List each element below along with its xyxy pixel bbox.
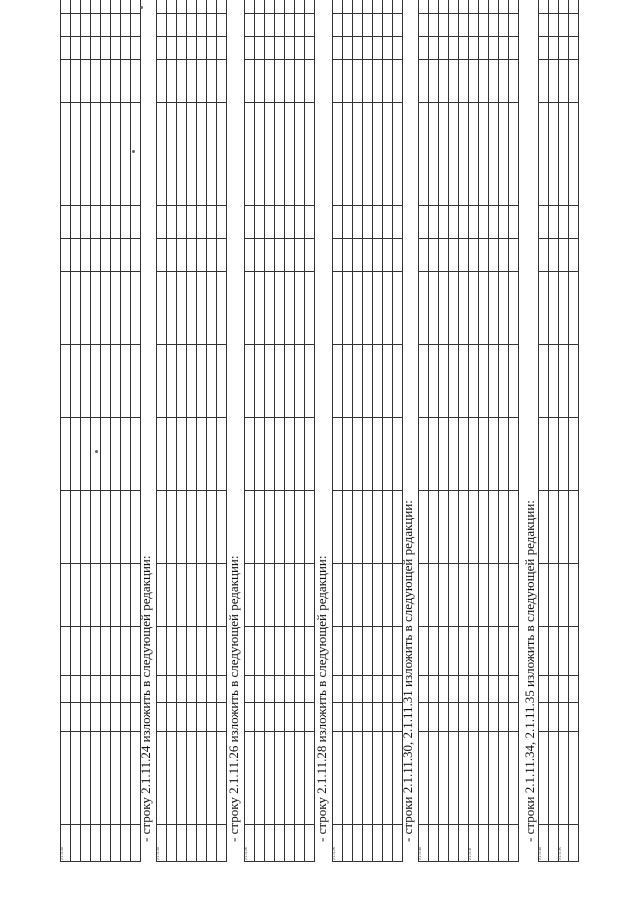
amendment-table: 2.1.11.26: [244, 0, 315, 862]
amendment-heading-2: - строку 2.1.11.26 изложить в следующей редакции:: [226, 555, 241, 842]
scan-speck: [140, 6, 143, 9]
amendment-table: 2.1.11.34 2.1.11.35: [538, 0, 579, 862]
amendment-table: 2.1.11.24: [156, 0, 227, 862]
rotated-document: [60, 42, 580, 862]
amendment-table: 2.1.11.30 2.1.11.31: [418, 0, 519, 862]
amendment-heading-1: - строку 2.1.11.24 изложить в следующей редакции:: [138, 555, 153, 842]
amendment-heading-3: - строку 2.1.11.28 изложить в следующей редакции:: [314, 555, 329, 842]
scan-speck: [95, 450, 98, 453]
amendment-table: [60, 0, 141, 862]
row-code: 2.1.11.24: [61, 825, 71, 862]
amendment-heading-4: - строки 2.1.11.30, 2.1.11.31 изложить в следующей редакции:: [400, 500, 415, 842]
amendment-heading-5: - строки 2.1.11.34, 2.1.11.35 изложить в следующей редакции:: [522, 500, 537, 842]
amendment-table: 2.1.11.28: [332, 0, 403, 862]
scan-speck: [132, 150, 135, 153]
